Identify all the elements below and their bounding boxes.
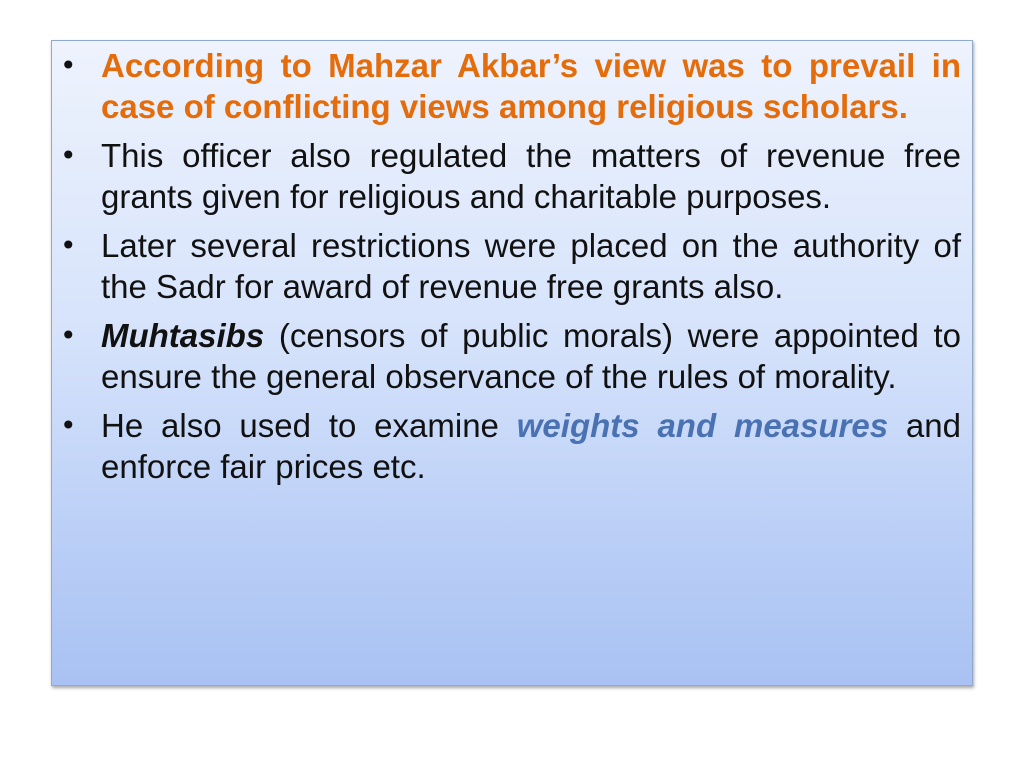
bullet-text: (censors of public morals) were appointed to ensure the general observance of the rules of morality.	[101, 317, 961, 395]
bullet-text: This officer also regulated the matters of revenue free grants given for religious and charitable purposes.	[101, 137, 961, 215]
bullet-icon: •	[60, 319, 77, 352]
bullet-item-weights-measures	[52, 405, 972, 487]
bullet-text-after: and enforce fair prices etc.	[101, 407, 961, 485]
bullet-list	[52, 45, 972, 495]
bullet-text: Later several restrictions were placed on the authority of the Sadr for award of revenue free grants also.	[101, 227, 961, 305]
bullet-item-mahzar	[52, 45, 972, 127]
bullet-text: According to Mahzar Akbar’s view was to prevail in case of conflicting views among religious scholars.	[101, 47, 961, 125]
bullet-item-revenue-grants	[52, 135, 972, 217]
content-box	[51, 40, 973, 686]
bullet-term-muhtasibs: Muhtasibs	[101, 317, 265, 354]
bullet-item-sadr-restrictions	[52, 225, 972, 307]
bullet-icon: •	[60, 139, 77, 172]
bullet-icon: •	[60, 49, 77, 82]
bullet-icon: •	[60, 229, 77, 262]
bullet-text-before: He also used to examine	[101, 407, 517, 444]
bullet-term-weights-measures: weights and measures	[516, 407, 889, 444]
bullet-icon: •	[60, 409, 77, 442]
bullet-item-muhtasibs	[52, 315, 972, 397]
